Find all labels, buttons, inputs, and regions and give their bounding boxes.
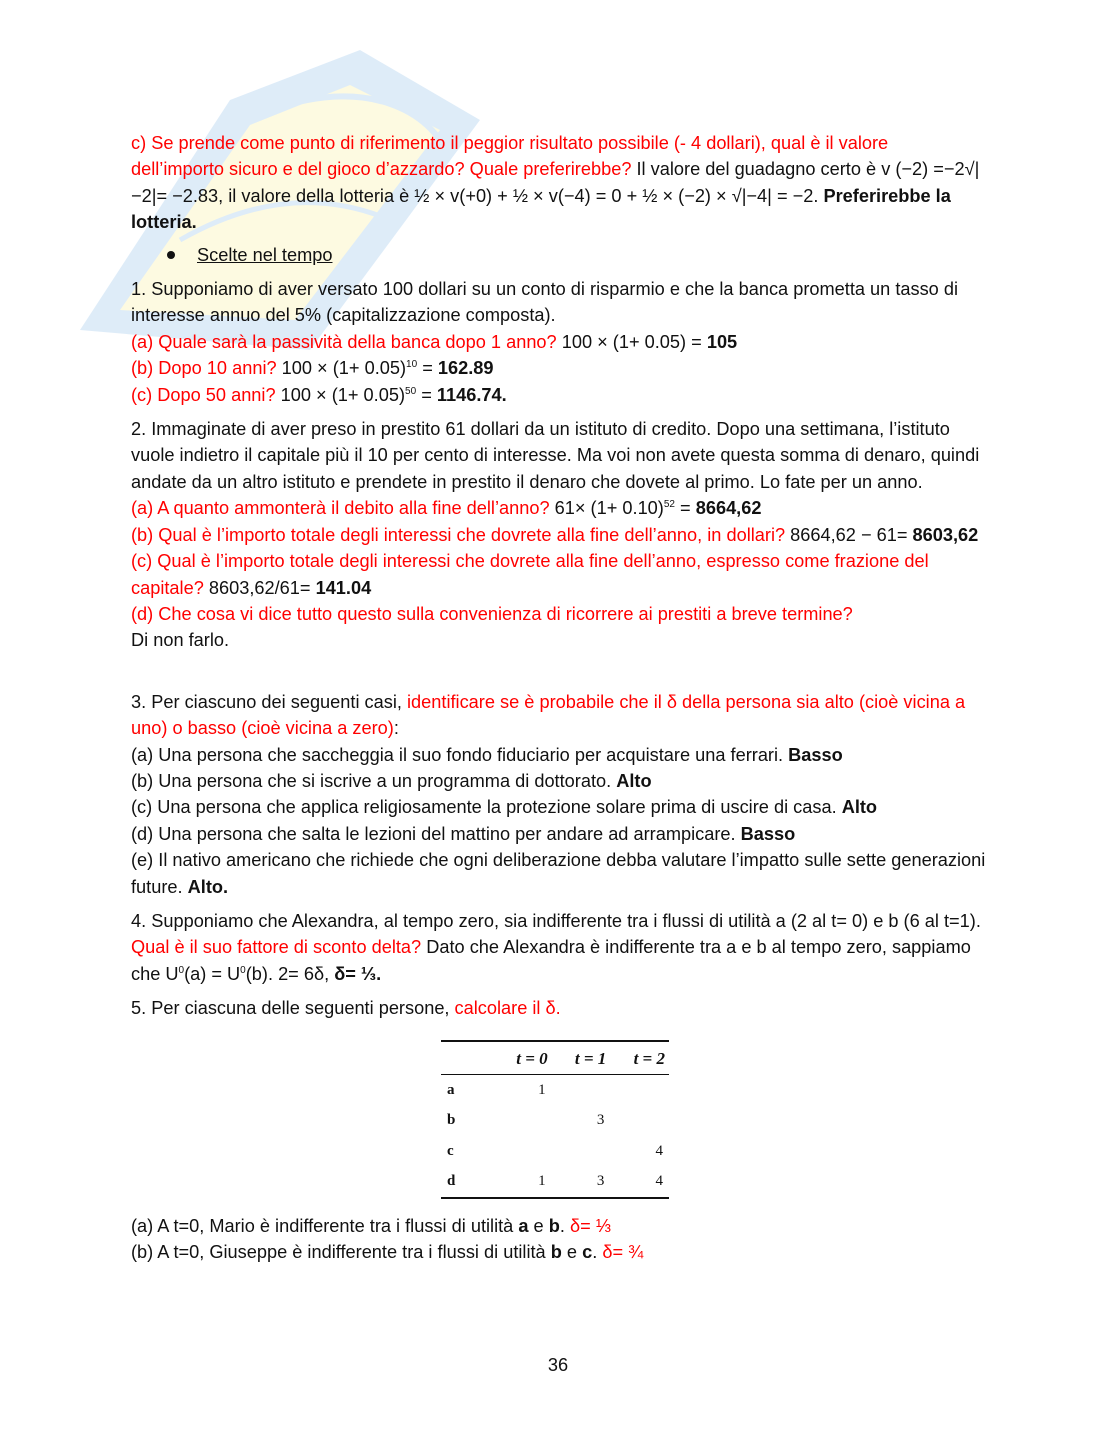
q4-answer-part: (a) = U — [184, 963, 241, 984]
part-c-paragraph — [131, 130, 986, 236]
table-row-label: b — [447, 1112, 456, 1129]
q2-intro: 2. Immaginate di aver preso in prestito 61 dollari da un istituto di credito. Dopo una settimana, l’istituto vuole indietro il capitale più il 10 per cento di interesse. Ma voi non avete questa somma di denaro, quindi andate da un altro istituto e prendete in prestito il denaro che dovete al primo. Lo fate per un anno. — [131, 419, 980, 492]
q3-colon: : — [393, 718, 399, 739]
q5-b-text: (b) A t=0, Giuseppe è indifferente tra i flussi di utilità — [131, 1242, 551, 1263]
q2-a-question: (a) A quanto ammonterà il debito alla fine dell’anno? — [131, 498, 550, 519]
q1-b — [131, 355, 986, 381]
q5-a-flow: a — [518, 1215, 529, 1236]
table-cell — [493, 1136, 552, 1166]
q5-intro — [131, 995, 986, 1021]
table-header-cell — [441, 1041, 493, 1075]
q3-question: identificare se è probabile che il δ della persona sia alto (cioè vicina a uno) o basso (cioè vicina a zero) — [131, 691, 966, 739]
q5-a-flow: b — [548, 1215, 560, 1236]
q4-answer-part: (b). 2= 6δ, — [245, 963, 335, 984]
q5-b-flow: b — [550, 1242, 562, 1263]
part-c-answer: Il valore del guadagno certo è v (−2) =−2√|−2|= −2.83, il valore della lotteria è ½ × v(+0) + ½ × v(−4) = 0 + ½ × (−2) × √|−4| = −2. — [131, 159, 980, 206]
section-heading: Scelte nel tempo — [197, 244, 333, 265]
q4-lead: 4. Supponiamo che Alexandra, al tempo zero, sia indifferente tra i flussi di utilità a (2 al t= 0) e b (6 al t=1). — [131, 910, 981, 931]
table-header-cell: t = 0 — [493, 1041, 552, 1075]
q1-b-question: (b) Dopo 10 anni? — [131, 358, 277, 379]
q5-question: calcolare il δ. — [454, 998, 561, 1019]
q4-superscript: 0 — [240, 964, 246, 976]
q2-d-answer: Di non farlo. — [131, 630, 230, 651]
table-cell: 3 — [596, 1112, 605, 1129]
q1-c-question: (c) Dopo 50 anni? — [131, 384, 276, 405]
document-body — [131, 130, 986, 1265]
q3-item-text: (d) Una persona che salta le lezioni del mattino per andare ad arrampicare. — [131, 823, 741, 844]
q1-b-result: 162.89 — [437, 358, 494, 379]
table-cell — [552, 1136, 611, 1166]
q2-b-result: 8603,62 — [912, 524, 979, 545]
table-cell: 3 — [596, 1173, 605, 1190]
table-cell: 1 — [538, 1173, 546, 1190]
q5-b — [131, 1239, 986, 1265]
utility-flows-table — [441, 1040, 669, 1199]
table-row — [441, 1105, 669, 1135]
bullet-icon — [167, 251, 175, 259]
q3-intro — [131, 689, 986, 742]
q5-b-flow: c — [582, 1242, 593, 1263]
table-cell: 4 — [655, 1142, 663, 1159]
q3-item-answer: Basso — [788, 744, 843, 765]
q1-c-exponent: 50 — [405, 385, 417, 397]
q5-a-mid: e — [528, 1215, 549, 1236]
q1-a-question: (a) Quale sarà la passività della banca dopo 1 anno? — [131, 331, 557, 352]
table-cell — [493, 1105, 552, 1135]
q1-a-calc: 100 × (1+ 0.05) = — [556, 331, 707, 352]
table-header-cell: t = 1 — [552, 1041, 611, 1075]
q4-answer-part: Dato che Alexandra è indifferente tra a e b al tempo zero, sappiamo che U — [131, 937, 971, 984]
q3-item — [131, 847, 986, 900]
q1-a-result: 105 — [706, 331, 738, 352]
table-cell — [610, 1105, 669, 1135]
q2-a-eq: = — [674, 498, 696, 519]
q3-item-answer: Alto — [841, 797, 878, 818]
q3-item-answer: Basso — [740, 823, 796, 844]
q1-b-calc: 100 × (1+ 0.05) — [276, 358, 407, 379]
q5-a — [131, 1213, 986, 1239]
q5-b-dot: . — [592, 1242, 603, 1263]
q2-a — [131, 495, 986, 521]
q3-lead: 3. Per ciascuno dei seguenti casi, — [131, 691, 408, 712]
q2-a-calc: 61× (1+ 0.10) — [549, 498, 664, 519]
q3-item — [131, 794, 986, 820]
q4-question: Qual è il suo fattore di sconto delta? — [131, 937, 422, 958]
q3-item-text: (e) Il nativo americano che richiede che ogni deliberazione debba valutare l’impatto sulle sette generazioni future. — [131, 850, 986, 897]
table-row-label: a — [447, 1082, 455, 1098]
table-row-label: d — [447, 1173, 456, 1190]
table-cell — [552, 1075, 611, 1106]
section-bullet — [167, 242, 986, 268]
q1-intro: 1. Supponiamo di aver versato 100 dollari su un conto di risparmio e che la banca prometta un tasso di interesse annuo del 5% (capitalizzazione composta). — [131, 279, 958, 326]
q2-d-question: (d) Che cosa vi dice tutto questo sulla convenienza di ricorrere ai prestiti a breve termine? — [131, 603, 853, 624]
q3-item-text: (b) Una persona che si iscrive a un programma di dottorato. — [131, 770, 617, 791]
q2-c-calc: 8603,62/61= — [203, 577, 316, 598]
q4-paragraph — [131, 908, 986, 987]
q3-item-text: (c) Una persona che applica religiosamente la protezione solare prima di uscire di casa. — [131, 797, 842, 818]
table-row — [441, 1136, 669, 1166]
q5-a-text: (a) A t=0, Mario è indifferente tra i flussi di utilità — [131, 1215, 519, 1236]
q1-b-exponent: 10 — [406, 359, 418, 371]
q5-b-mid: e — [561, 1242, 583, 1263]
q4-result: δ= ⅓. — [334, 963, 382, 984]
q4-superscript: 0 — [178, 964, 185, 976]
table-header-cell: t = 2 — [610, 1041, 669, 1075]
q2-a-result: 8664,62 — [695, 498, 762, 519]
q1-c-calc: 100 × (1+ 0.05) — [275, 384, 406, 405]
q2-c-question: (c) Qual è l’importo totale degli interessi che dovrete alla fine dell’anno, espresso come frazione del capitale? — [131, 551, 929, 598]
q2-c — [131, 548, 986, 601]
q3-item-text: (a) Una persona che saccheggia il suo fondo fiduciario per acquistare una ferrari. — [131, 744, 789, 765]
part-c-conclusion: Preferirebbe la lotteria. — [131, 185, 951, 233]
q5-b-result: δ= ¾ — [602, 1242, 644, 1263]
q2-c-result: 141.04 — [315, 577, 372, 598]
part-c-question: c) Se prende come punto di riferimento il peggior risultato possibile (- 4 dollari), qual è il valore dell’importo sicuro e del gioco d’azzardo? Quale preferirebbe? — [131, 133, 889, 180]
table-row — [441, 1075, 669, 1106]
q1-c-result: 1146.74. — [436, 384, 507, 405]
page-number: 36 — [547, 1355, 569, 1375]
q3-item — [131, 742, 986, 768]
q1-c — [131, 382, 986, 408]
table-cell: 1 — [538, 1082, 546, 1098]
table-cell — [610, 1075, 669, 1106]
table-cell: 4 — [655, 1173, 663, 1190]
table-header-row — [441, 1041, 669, 1075]
q3-item-answer: Alto — [616, 770, 652, 791]
q3-item — [131, 768, 986, 794]
q5-lead: 5. Per ciascuna delle seguenti persone, — [131, 998, 455, 1019]
q1-a — [131, 329, 986, 355]
q3-item-answer: Alto. — [187, 876, 229, 897]
q2-a-exponent: 52 — [663, 499, 675, 511]
q1-b-eq: = — [417, 358, 438, 379]
table-row — [441, 1166, 669, 1197]
q2-b-calc: 8664,62 − 61= — [785, 524, 913, 545]
q2-b — [131, 522, 986, 548]
q5-a-dot: . — [559, 1215, 570, 1236]
table-row-label: c — [447, 1142, 454, 1159]
q3-item — [131, 821, 986, 847]
q1-c-eq: = — [416, 384, 437, 405]
q5-a-result: δ= ⅓ — [569, 1215, 611, 1236]
q2-b-question: (b) Qual è l’importo totale degli interessi che dovrete alla fine dell’anno, in dollari? — [131, 524, 786, 545]
